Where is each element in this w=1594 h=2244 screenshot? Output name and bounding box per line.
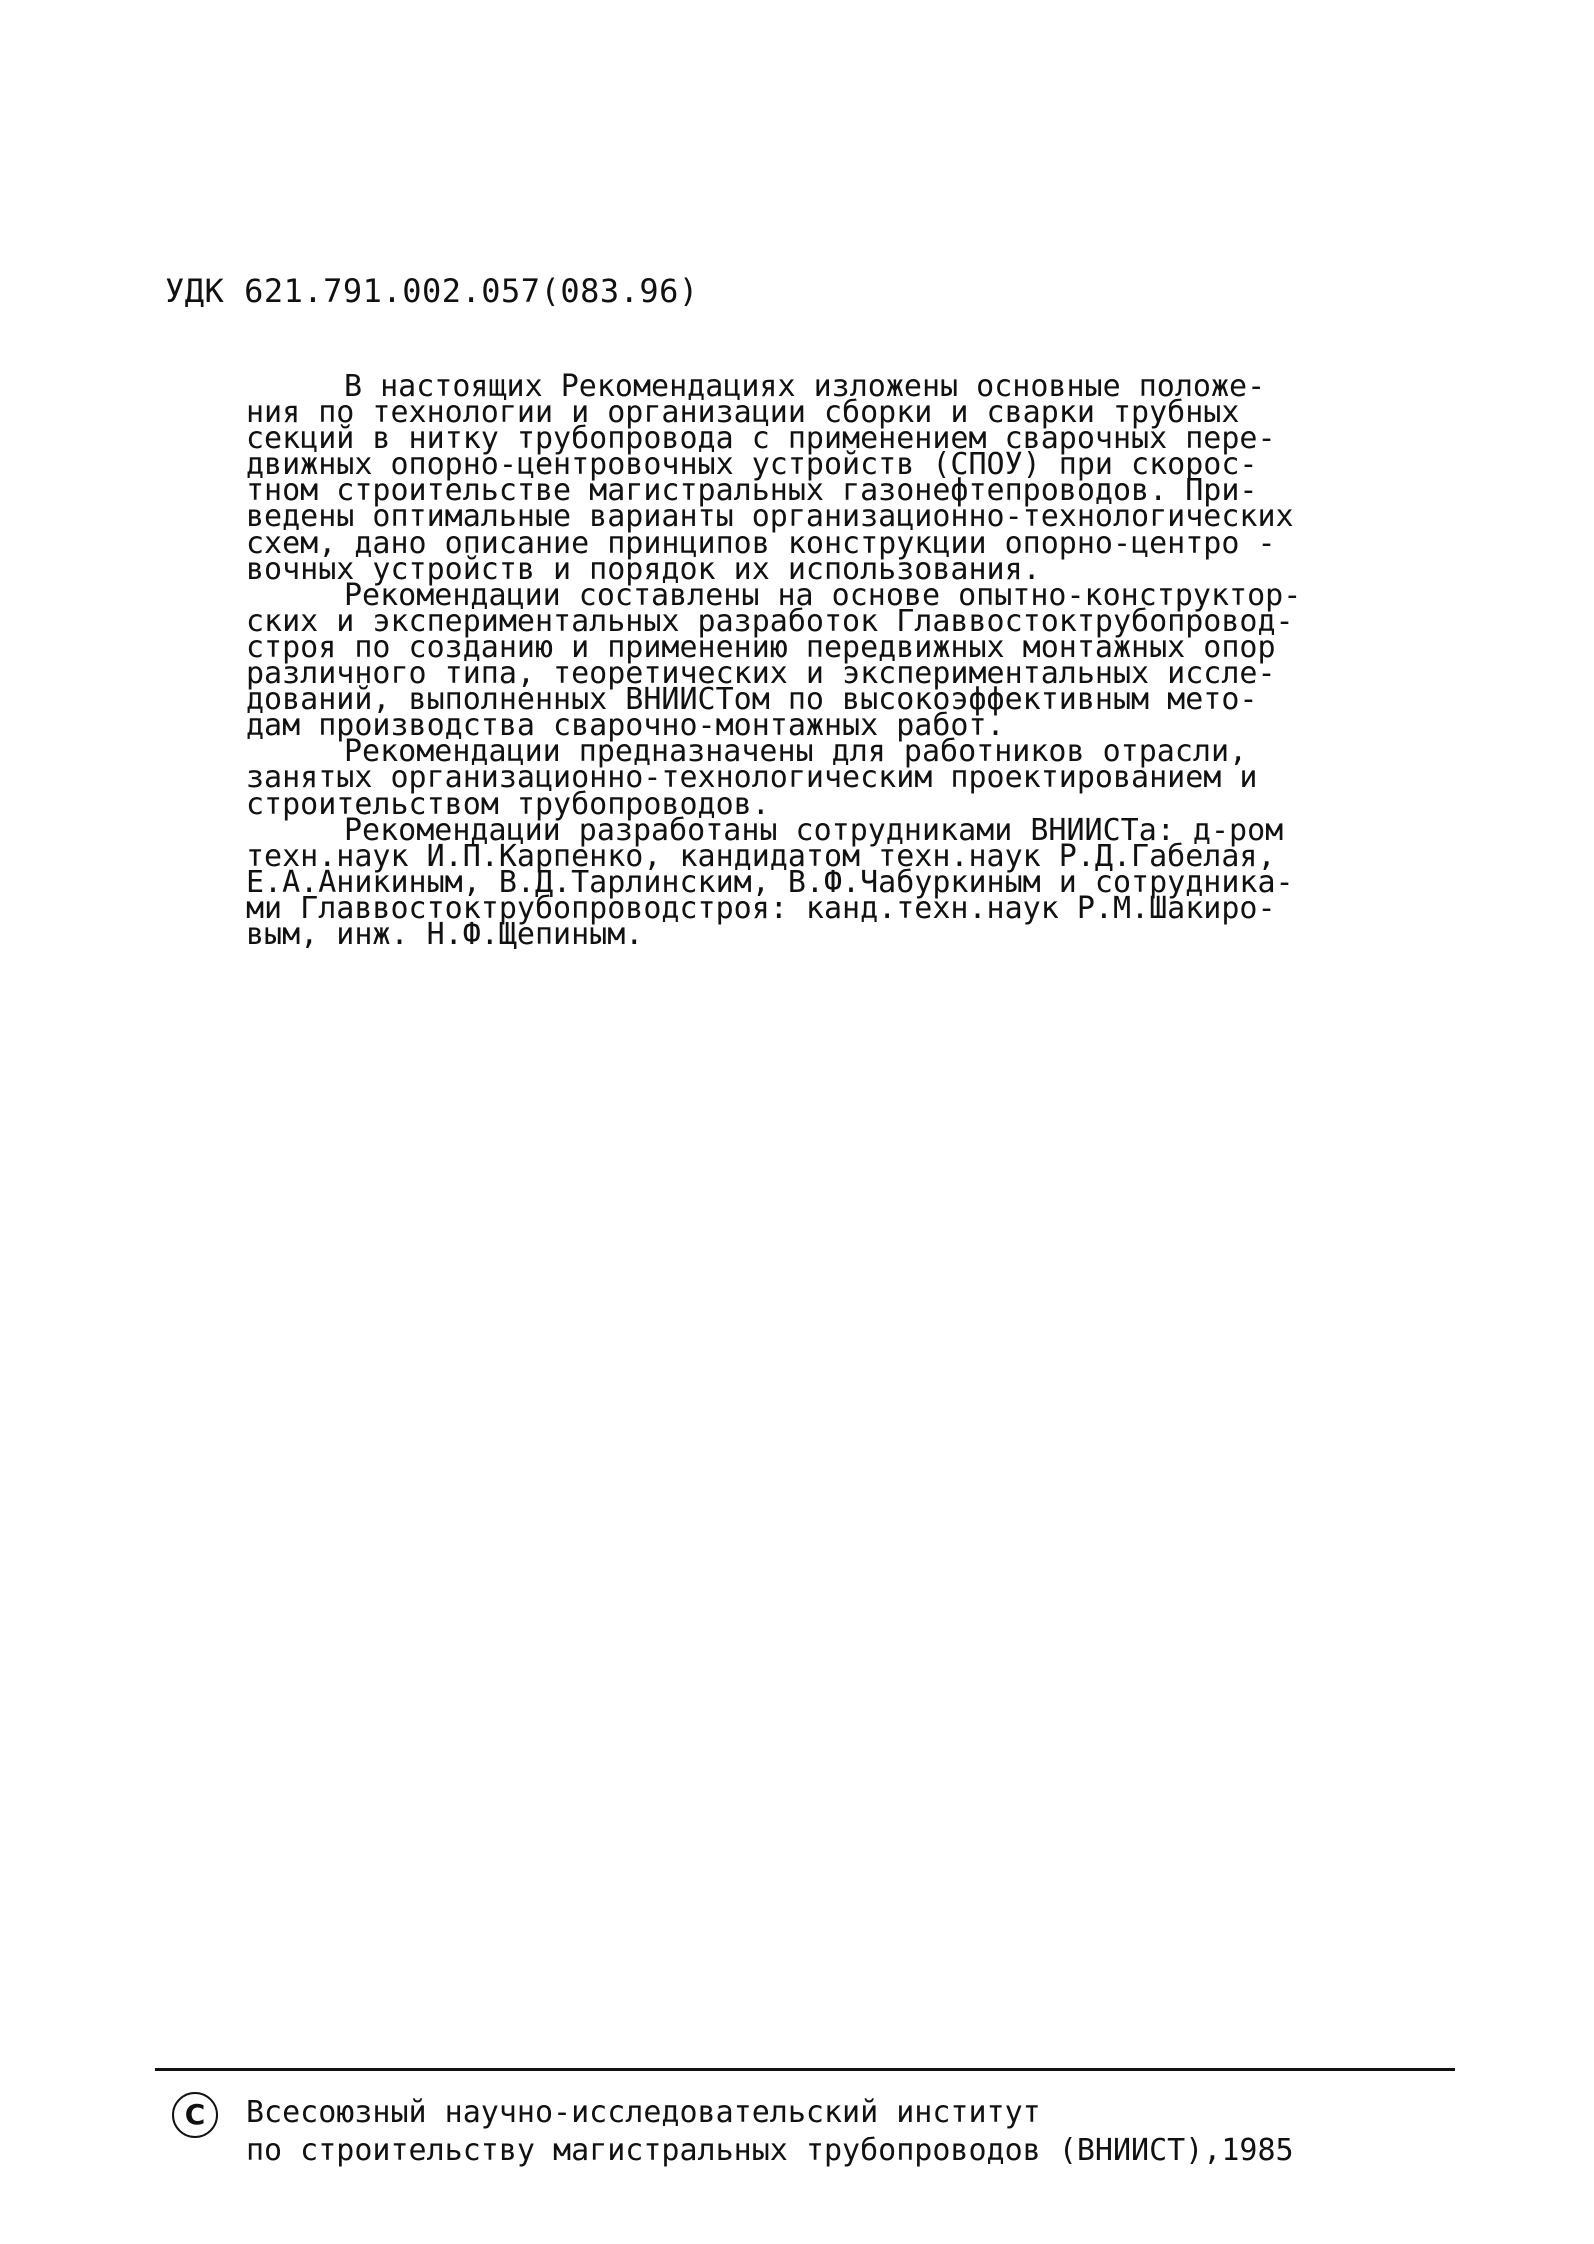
- text-line: ских и экспериментальных разработок Главвостоктрубопровод-: [246, 603, 1294, 639]
- text-line: строительством трубопроводов.: [246, 786, 770, 822]
- text-line: дам производства сварочно-монтажных работ.: [246, 708, 1005, 744]
- text-line: схем, дано описание принципов конструкции опорно-центро -: [246, 525, 1276, 561]
- text-line: ми Главвостоктрубопроводстроя: канд.техн.наук Р.М.Шакиро-: [246, 890, 1276, 926]
- text-line: секций в нитку трубопровода с применением сварочных пере-: [246, 421, 1276, 457]
- text-line: строя по созданию и применению передвижных монтажных опор: [246, 629, 1276, 665]
- text-line: Е.А.Аникиным, В.Д.Тарлинским, В.Ф.Чабуркиным и сотрудника-: [246, 864, 1294, 900]
- footer-divider: [155, 2068, 1455, 2071]
- text-line: занятых организационно-технологическим проектированием и: [246, 760, 1258, 796]
- text-line: вым, инж. Н.Ф.Щепиным.: [246, 916, 644, 952]
- copyright-line-1: Всесоюзный научно-исследовательский институт: [246, 2095, 1041, 2130]
- udk-code: УДК 621.791.002.057(083.96): [165, 272, 699, 310]
- paragraph-first-line: Рекомендации предназначены для работников отрасли,: [344, 734, 1248, 770]
- copyright-line-2: по строительству магистральных трубопроводов (ВНИИСТ),1985: [246, 2133, 1294, 2168]
- text-line: различного типа, теоретических и экспериментальных иссле-: [246, 656, 1276, 692]
- paragraph-first-line: В настоящих Рекомендациях изложены основные положе-: [344, 369, 1266, 404]
- text-line: вочных устройств и порядок их использования.: [246, 551, 1041, 587]
- copyright-notice: [246, 2094, 1294, 2170]
- text-line: тном строительстве магистральных газонефтепроводов. При-: [246, 473, 1258, 509]
- text-line: дований, выполненных ВНИИСТом по высокоэффективным мето-: [246, 682, 1258, 718]
- text-line: техн.наук И.П.Карпенко, кандидатом техн.наук Р.Д.Габелая,: [246, 838, 1276, 874]
- text-line: ведены оптимальные варианты организационно-технологических: [246, 499, 1294, 535]
- text-line: ния по технологии и организации сборки и сварки трубных: [246, 395, 1240, 431]
- text-line: движных опорно-центровочных устройств (СПОУ) при скорос-: [246, 447, 1258, 483]
- paragraph-first-line: Рекомендации разработаны сотрудниками ВНИИСТа: д-ром: [344, 812, 1284, 848]
- paragraph-first-line: Рекомендации составлены на основе опытно-конструктор-: [344, 577, 1302, 613]
- copyright-icon: C: [172, 2092, 218, 2138]
- abstract-text: [246, 369, 1406, 952]
